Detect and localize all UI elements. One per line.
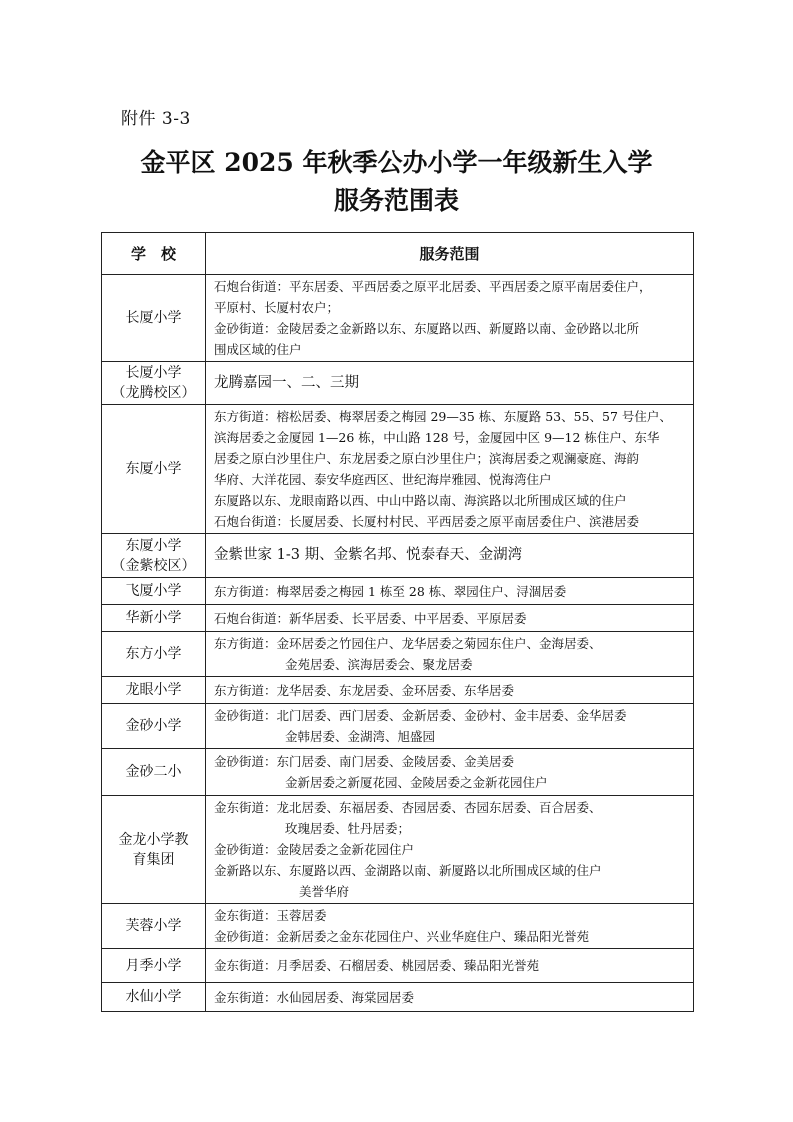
scope-cell (206, 534, 694, 578)
school-cell (102, 362, 206, 405)
school-cell (102, 578, 206, 605)
scope-line: 居委之原白沙里住户、东龙居委之原白沙里住户；滨海居委之观澜豪庭、海韵 (214, 451, 640, 466)
scope-cell (206, 405, 694, 534)
scope-line: 玫瑰居委、牡丹居委； (285, 821, 411, 836)
scope-cell (206, 796, 694, 904)
school-cell (102, 405, 206, 534)
scope-cell (206, 949, 694, 983)
attachment-label: 附件 3-3 (121, 109, 191, 129)
table-row (102, 983, 694, 1012)
school-cell (102, 796, 206, 904)
scope-cell (206, 983, 694, 1012)
school-name: 月季小学 (125, 957, 182, 974)
scope-cell (206, 677, 694, 704)
school-name: 金龙小学教 (118, 831, 189, 848)
scope-line: 龙腾嘉园一、二、三期 (214, 374, 359, 391)
school-name: 芙蓉小学 (125, 918, 182, 934)
scope-cell (206, 632, 694, 677)
school-name-cont: 育集团 (132, 851, 175, 868)
school-cell (102, 983, 206, 1012)
table-header-row (102, 233, 694, 275)
table-row (102, 362, 694, 405)
scope-line: 石炮台街道：平东居委、平西居委之原平北居委、平西居委之原平南居委住户， (214, 279, 652, 294)
school-cell (102, 749, 206, 796)
table-row (102, 632, 694, 677)
school-cell (102, 949, 206, 983)
school-name: 龙眼小学 (125, 682, 182, 698)
scope-line: 金东街道：水仙园居委、海棠园居委 (214, 989, 415, 1005)
school-cell (102, 904, 206, 949)
service-range-table (101, 232, 694, 1012)
scope-cell (206, 749, 694, 796)
header-school: 学 校 (102, 233, 206, 275)
scope-line: 金东街道：龙北居委、东福居委、杏园居委、杏园东居委、百合居委、 (214, 800, 602, 815)
school-cell (102, 632, 206, 677)
scope-line: 金紫世家 1-3 期、金紫名邦、悦泰春天、金湖湾 (214, 547, 523, 563)
scope-line: 东方街道：金环居委之竹园住户、龙华居委之菊园东住户、金海居委、 (214, 636, 602, 651)
scope-line: 金砂街道：金陵居委之金新路以东、东厦路以西、新厦路以南、金砂路以北所 (214, 321, 640, 336)
table-row (102, 704, 694, 749)
school-cell (102, 534, 206, 578)
school-name: 水仙小学 (125, 989, 182, 1005)
scope-line: 金砂街道：北门居委、西门居委、金新居委、金砂村、金丰居委、金华居委 (214, 708, 627, 723)
scope-cell (206, 578, 694, 605)
scope-cell (206, 605, 694, 632)
scope-line: 东方街道：龙华居委、东龙居委、金环居委、东华居委 (214, 682, 515, 698)
scope-line: 金韩居委、金湖湾、旭盛园 (285, 729, 436, 744)
table-row (102, 405, 694, 534)
scope-cell (206, 904, 694, 949)
school-name: 金砂小学 (125, 718, 182, 734)
scope-line: 金砂街道：金新居委之金东花园住户、兴业华庭住户、臻品阳光誉苑 (214, 929, 590, 944)
scope-line: 金东街道：月季居委、石榴居委、桃园居委、臻品阳光誉苑 (214, 958, 540, 973)
table-row (102, 534, 694, 578)
scope-line: 东方街道：榕松居委、梅翠居委之梅园 29—35 栋、东厦路 53、55、57 号住户、 (214, 409, 672, 424)
school-campus: （金紫校区） (111, 557, 196, 574)
school-name: 东方小学 (125, 646, 182, 662)
scope-line: 滨海居委之金厦园 1—26 栋，中山路 128 号，金厦园中区 9—12 栋住户、东华 (214, 430, 660, 445)
school-name: 长厦小学 (125, 365, 182, 381)
scope-cell (206, 362, 694, 405)
table-row (102, 904, 694, 949)
page-title: 金平区 2025 年秋季公办小学一年级新生入学 (140, 148, 653, 177)
school-cell (102, 275, 206, 362)
school-name: 华新小学 (125, 610, 182, 626)
scope-line: 东厦路以东、龙眼南路以西、中山中路以南、海滨路以北所围成区域的住户 (214, 493, 627, 508)
scope-line: 石炮台街道：新华居委、长平居委、中平居委、平原居委 (214, 610, 527, 626)
scope-line: 华府、大洋花园、泰安华庭西区、世纪海岸雅园、悦海湾住户 (214, 472, 552, 487)
scope-line: 石炮台街道：长厦居委、长厦村村民、平西居委之原平南居委住户、滨港居委 (214, 514, 640, 529)
scope-line: 金新路以东、东厦路以西、金湖路以南、新厦路以北所围成区域的住户 (214, 863, 602, 878)
school-name: 金砂二小 (125, 764, 182, 780)
scope-line: 金苑居委、滨海居委会、聚龙居委 (285, 657, 473, 672)
scope-line: 金砂街道：东门居委、南门居委、金陵居委、金美居委 (214, 754, 515, 769)
table-row (102, 605, 694, 632)
scope-cell (206, 704, 694, 749)
scope-line: 金砂街道：金陵居委之金新花园住户 (214, 842, 415, 857)
school-name: 长厦小学 (125, 310, 182, 326)
table-row (102, 677, 694, 704)
school-name: 东厦小学 (125, 461, 182, 477)
table-row (102, 949, 694, 983)
table-row (102, 796, 694, 904)
table-row (102, 578, 694, 605)
school-name: 东厦小学 (125, 537, 182, 554)
school-cell (102, 677, 206, 704)
scope-line: 金新居委之新厦花园、金陵居委之金新花园住户 (285, 775, 548, 790)
scope-line: 平原村、长厦村农户； (214, 300, 340, 315)
scope-cell (206, 275, 694, 362)
header-scope: 服务范围 (206, 233, 694, 275)
school-cell (102, 704, 206, 749)
scope-line: 东方街道：梅翠居委之梅园 1 栋至 28 栋、翠园住户、浔涸居委 (214, 583, 567, 599)
school-campus: （龙腾校区） (111, 385, 196, 401)
scope-line: 美誉华府 (299, 884, 350, 899)
table-row (102, 275, 694, 362)
page-subtitle: 服务范围表 (333, 186, 459, 215)
table-row (102, 749, 694, 796)
school-name: 飞厦小学 (125, 583, 182, 599)
scope-line: 金东街道：玉蓉居委 (214, 908, 327, 923)
scope-line: 围成区域的住户 (214, 342, 302, 357)
school-cell (102, 605, 206, 632)
